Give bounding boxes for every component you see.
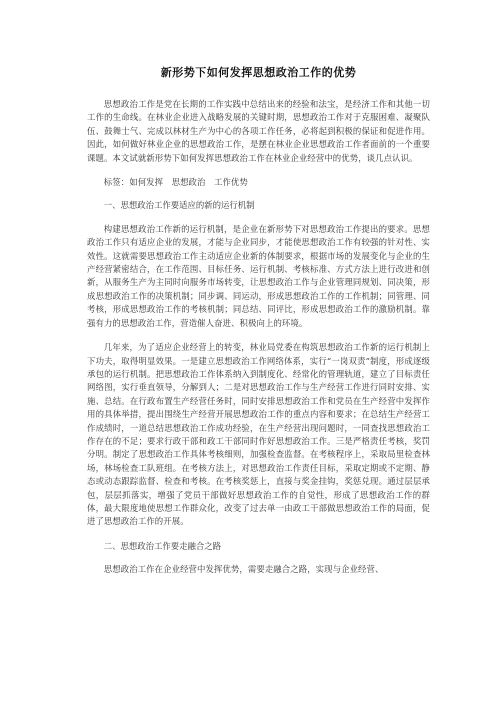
section-1-paragraph-1: 构建思想政治工作新的运行机制，是企业在新形势下对思想政治工作提出的要求。思想政治工作只有适应企业的发展，才能与企业同步，才能使思想政治工作有较强的针对性、实效性。这就需要思想政治工作主动适应企业新的体制要求，根据市场的发展变化与企业的生产经营紧密结合，在工作范围、目标任务、运行机制、考核标准、方式方法上进行改进和创新，从服务生产为主同时向服务市场转变，让思想政治工作与企业管理同规划、同决策，形成思想政治工作的决策机制；同步调、同运动，形成思想政治工作的工作机制；同管理、同考核，形成思想政治工作的考核机制；同总结、同评比，形成思想政治工作的激励机制。靠强有力的思想政治工作，营造催人奋进、积极向上的环境。 <box>87 223 430 328</box>
abstract-paragraph: 思想政治工作是党在长期的工作实践中总结出来的经验和法宝，是经济工作和其他一切工作的生命线。在林业企业进入战略发展的关键时期，思想政治工作对于克服困难、凝聚队伍、鼓舞士气、完成以林材生产为中心的各项工作任务，必将起到积极的保证和促进作用。因此，如何做好林业企业的思想政治工作，是摆在林业企业思想政治工作者面前的一个重要课题。本文试就新形势下如何发挥思想政治工作在林业企业经营中的优势，谈几点认识。 <box>87 99 430 163</box>
section-1-paragraph-2: 几年来，为了适应企业经营上的转变，林业局党委在构筑思想政治工作新的运行机制上下功夫，取得明显效果。一是建立思想政治工作网络体系，实行“一岗双责”制度，形成逐级承包的运行机制。把思想政治工作体系纳入到制度化、经常化的管理轨道，建立了目标责任网络图，实行垂直领导，分解到人；二是对思想政治工作与生产经营工作进行同时安排、实施、总结。在行政布置生产经营任务时，同时安排思想政治工作和党员在生产经营中发挥作用的具体举措，提出围绕生产经营开展思想政治工作的重点内容和要求；在总结生产经营工作成绩时，一道总结思想政治工作成功经验，在生产经营出现问题时，一同查找思想政治工作存在的不足；要求行政干部和政工干部同时作好思想政治工作。三是严格责任考核，奖罚分明。制定了思想政治工作具体考核细则，加强检查监督。在考核程序上，采取局里检查林场，林场检查工队班组。在考核方法上，对思想政治工作责任目标，采取定期或不定期、静态或动态跟踪监督、检查和考核。在考核奖惩上，直接与奖金挂钩，奖惩兑现。通过层层承包，层层抓落实，增强了党员干部做好思想政治工作的自觉性，形成了思想政治工作的群体，最大限度地使思想工作群众化，改变了过去单一由政工干部做思想政治工作的局面，促进了思想政治工作的开展。 <box>87 342 430 527</box>
section-1-heading: 一、思想政治工作要适应的新的运行机制 <box>103 200 255 211</box>
section-2-paragraph-1: 思想政治工作在企业经营中发挥优势，需要走融合之路，实现与企业经营、 <box>103 564 384 575</box>
keywords-line: 标签：如何发挥 思想政治 工作优势 <box>103 177 248 188</box>
document-title: 新形势下如何发挥思想政治工作的优势 <box>160 66 357 79</box>
section-2-heading: 二、思想政治工作要走融合之路 <box>103 540 222 551</box>
